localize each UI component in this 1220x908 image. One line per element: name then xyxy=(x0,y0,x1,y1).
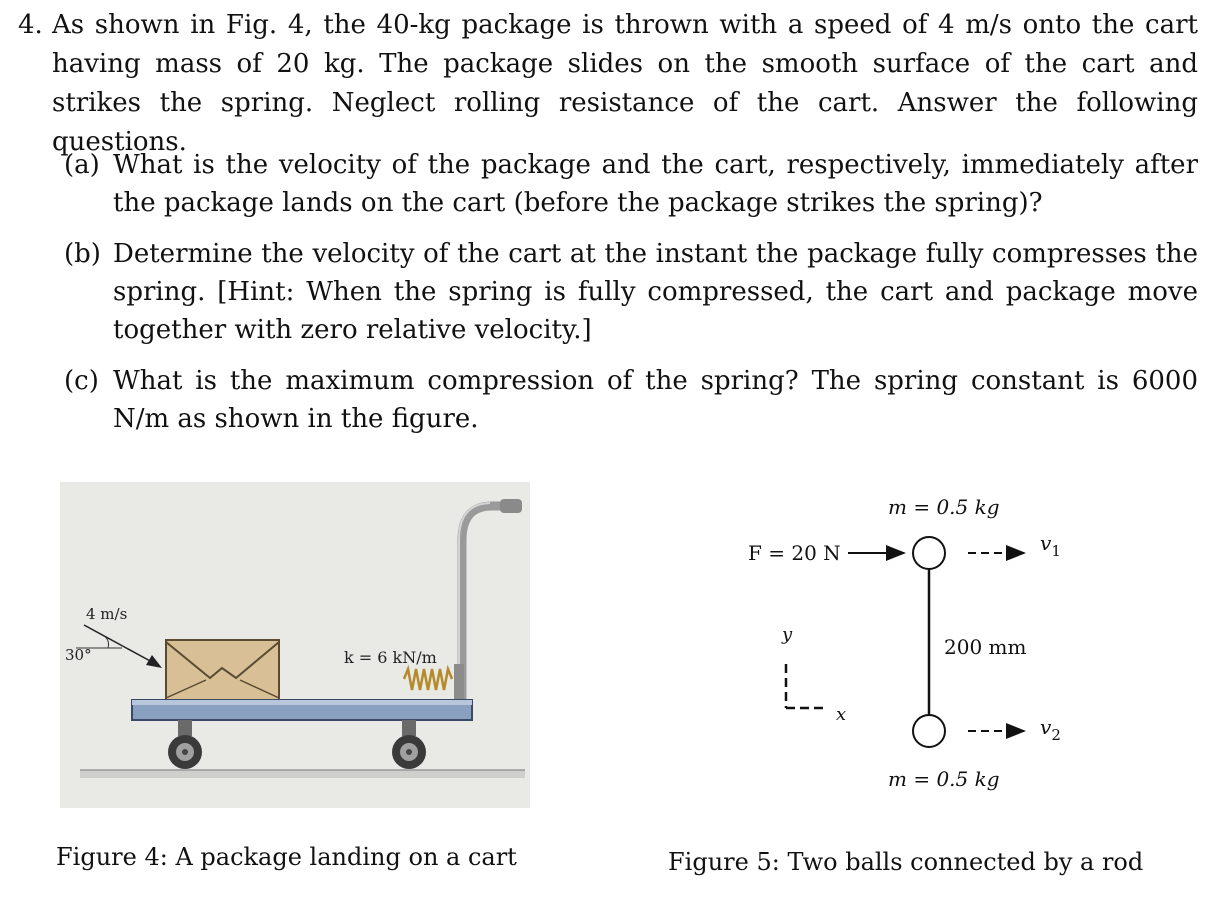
question-c-label: (c) xyxy=(64,366,99,396)
force-label: F = 20 N xyxy=(748,541,841,565)
top-mass-label: m = 0.5 kg xyxy=(888,495,1000,519)
question-b-text: Determine the velocity of the cart at the instant the package fully compresses the spring. [Hint: When the spring is fully compressed, the cart and package move together with zero relative velocity.] xyxy=(113,239,1198,345)
axis-y-label: y xyxy=(782,624,793,645)
rod-length-label: 200 mm xyxy=(944,635,1027,659)
ground xyxy=(80,770,525,778)
spring-bracket xyxy=(454,664,464,700)
question-c xyxy=(64,362,1198,438)
question-b xyxy=(64,235,1198,349)
question-a xyxy=(64,146,1198,222)
v1-label: $v_1$ xyxy=(1040,531,1061,560)
problem-intro: As shown in Fig. 4, the 40-kg package is thrown with a speed of 4 m/s onto the cart having mass of 20 kg. The package slides on the smooth surface of the cart and strikes the spring. Neglect rolling resistance of the cart. Answer the following questions. xyxy=(52,10,1198,157)
question-a-label: (a) xyxy=(64,150,100,180)
cart-wheel-left xyxy=(168,735,202,769)
figure-5-caption: Figure 5: Two balls connected by a rod xyxy=(668,848,1144,876)
handle-grip xyxy=(500,499,522,513)
top-ball xyxy=(913,537,945,569)
cart-wheel-right xyxy=(392,735,426,769)
speed-label: 4 m/s xyxy=(86,605,128,623)
question-a-text: What is the velocity of the package and the cart, respectively, immediately after the package lands on the cart (before the package strikes the spring)? xyxy=(113,150,1198,218)
bottom-mass-label: m = 0.5 kg xyxy=(888,767,1000,791)
spring-constant-label: k = 6 kN/m xyxy=(344,648,437,667)
figure-5-rod-diagram xyxy=(740,486,1100,806)
question-b-label: (b) xyxy=(64,239,101,269)
question-c-text: What is the maximum compression of the spring? The spring constant is 6000 N/m as shown in the figure. xyxy=(113,366,1198,434)
problem-number: 4. xyxy=(18,10,43,40)
figure-4-caption: Figure 4: A package landing on a cart xyxy=(56,843,517,871)
axis-x-label: x xyxy=(836,704,847,725)
v2-label: $v_2$ xyxy=(1040,715,1061,744)
bottom-ball xyxy=(913,715,945,747)
angle-label: 30° xyxy=(65,646,92,664)
figure-4-cart-diagram xyxy=(60,482,530,808)
